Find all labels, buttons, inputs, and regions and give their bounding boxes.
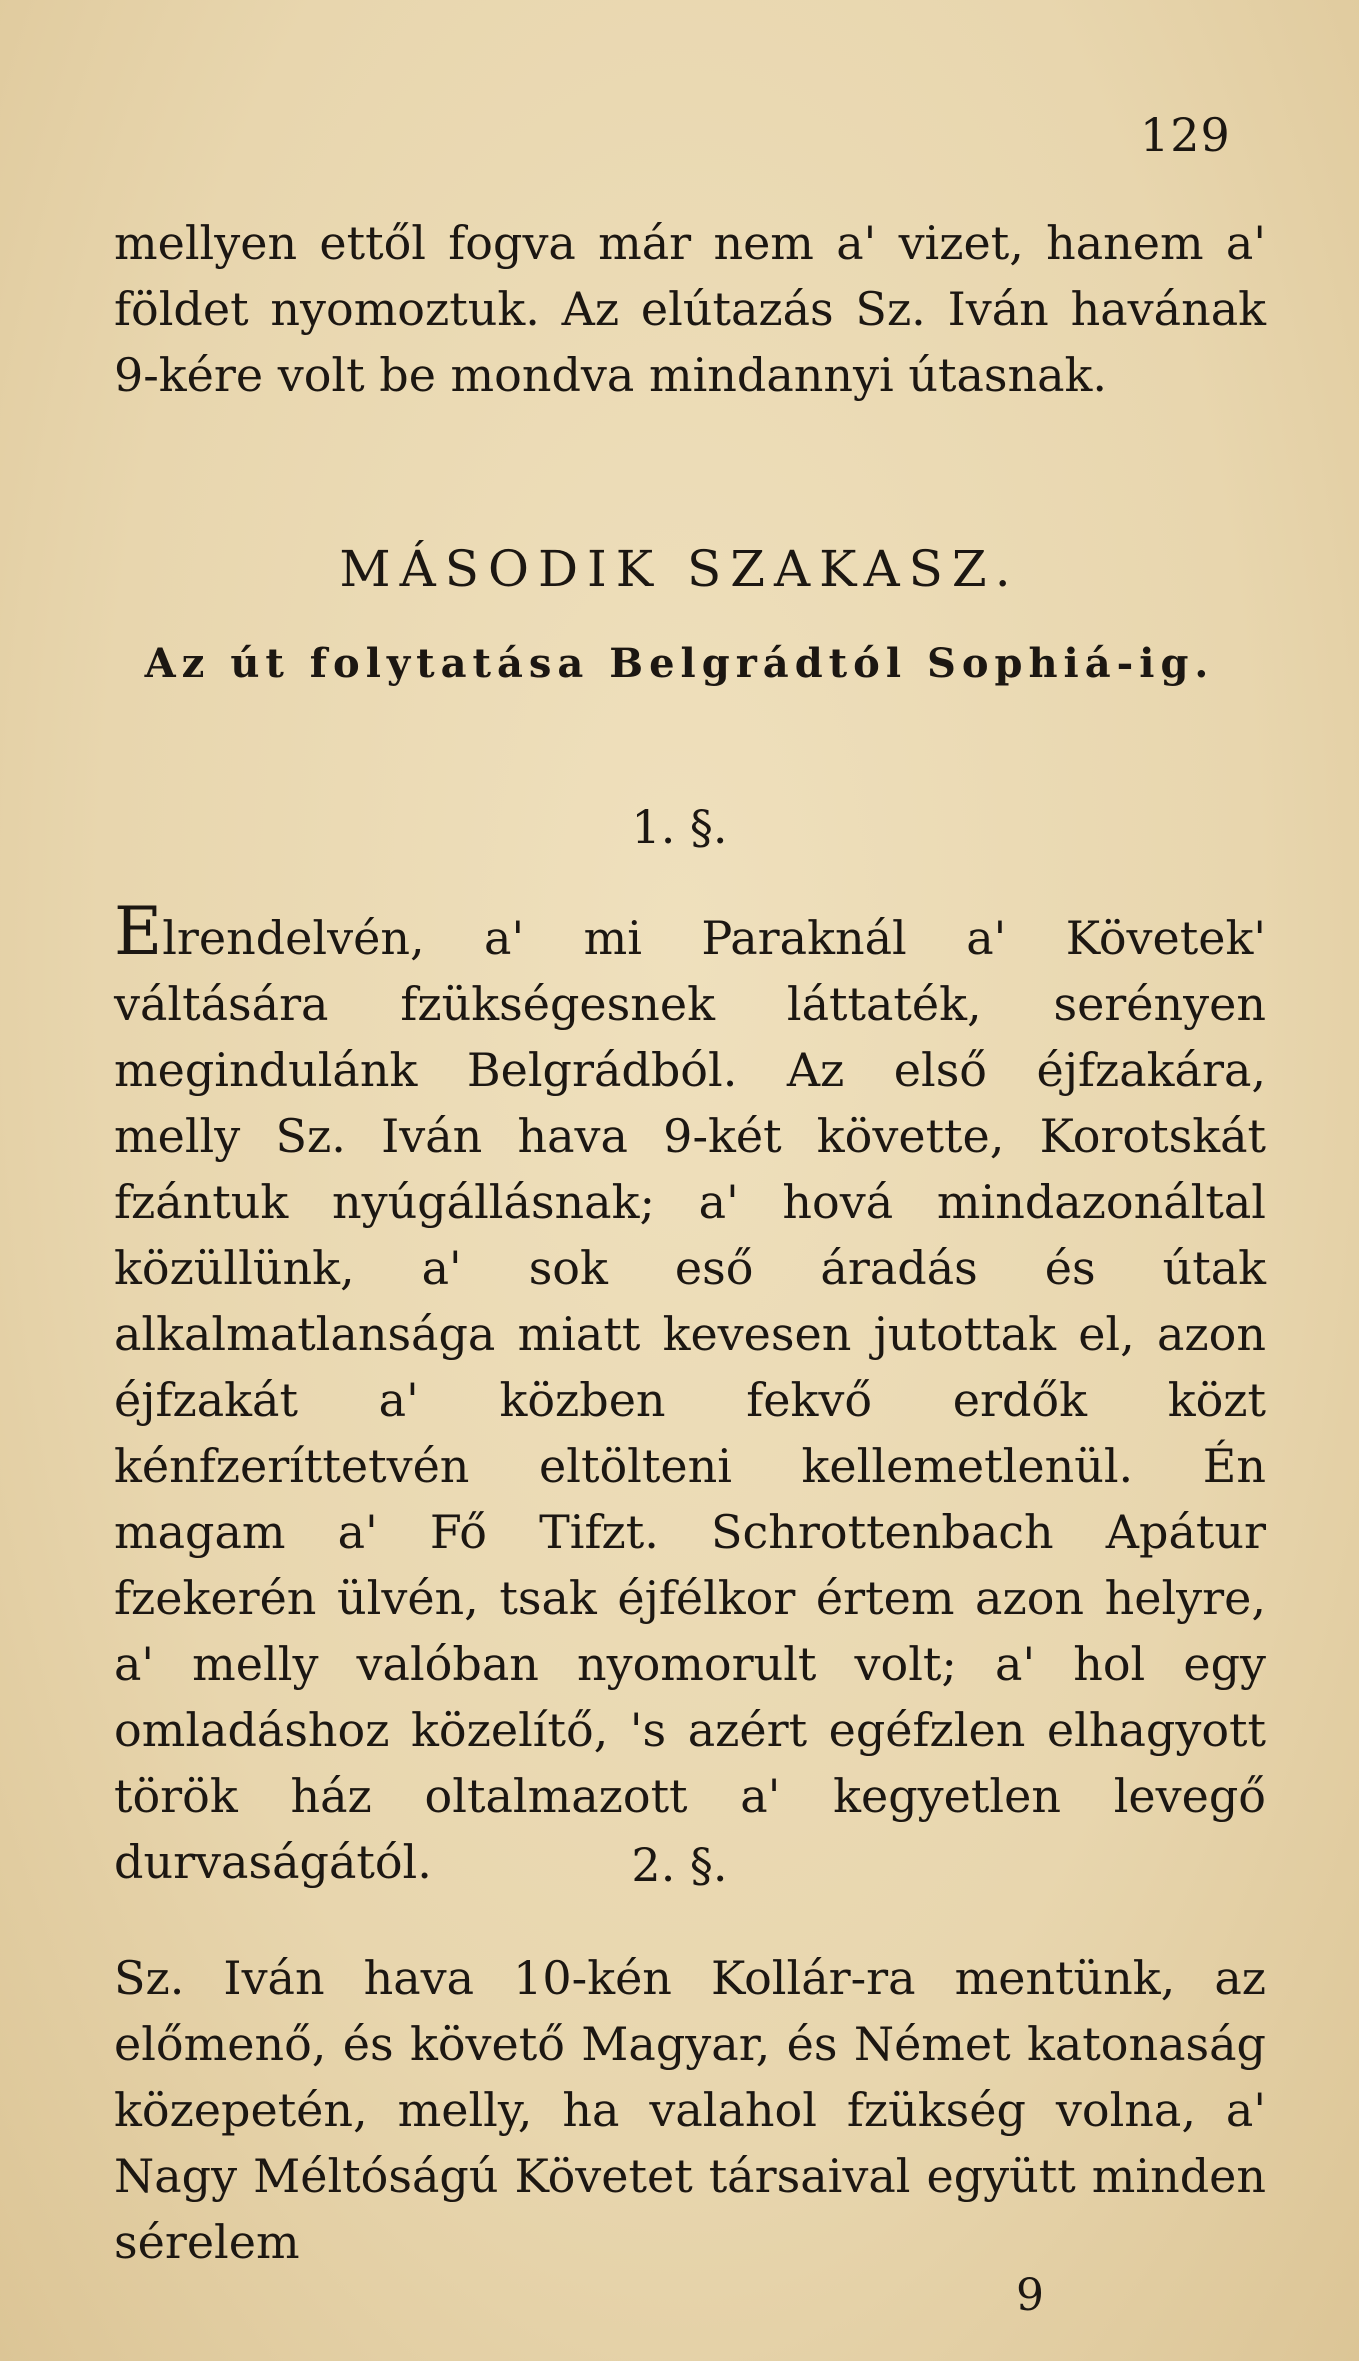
paragraph-2-text: Sz. Iván hava 10-kén Kollár-ra mentünk, az előmenő, és követő Magyar, és Német katonaság közepetén, melly, ha valahol fzükség volna, a' Nagy Méltóságú Követet társaival együtt minden sérelem bbox=[114, 1951, 1266, 2269]
paragraph-1-body bbox=[114, 893, 1266, 1895]
paragraph-1-text: lrendelvén, a' mi Paraknál a' Követek' váltására fzükségesnek láttaték, serényen megindulánk Belgrádból. Az első éjfzakára, melly Sz. Iván hava 9-két követte, Korotskát fzántuk nyúgállásnak; a' hová mindazonáltal közüllünk, a' sok eső áradás és útak alkalmatlansága miatt kevesen jutottak el, azon éjfzakát a' közben fekvő erdők közt kénfzeríttetvén eltölteni kellemetlenül. Én magam a' Fő Tifzt. Schrottenbach Apátur fzekerén ülvén, tsak éjfélkor értem azon helyre, a' melly valóban nyomorult volt; a' hol egy omladáshoz közelítő, 's azért egéfzlen elhagyott török ház oltalmazott a' kegyetlen levegő durvaságától. bbox=[114, 911, 1266, 1889]
page-number: 129 bbox=[1140, 108, 1231, 162]
paragraph-1 bbox=[114, 893, 1266, 1895]
section-subtitle: Az út folytatása Belgrádtól Sophiá-ig. bbox=[144, 640, 1215, 687]
section-title: MÁSODIK SZAKASZ. bbox=[339, 540, 1020, 598]
drop-cap: E bbox=[114, 893, 163, 970]
intro-text: mellyen ettől fogva már nem a' vizet, hanem a' földet nyomoztuk. Az elútazás Sz. Iván havának 9-kére volt be mondva mindannyi útasnak. bbox=[114, 216, 1266, 402]
signature-mark: 9 bbox=[1016, 2270, 1044, 2321]
intro-paragraph bbox=[114, 210, 1266, 408]
paragraph-mark-2: 2. §. bbox=[631, 1838, 728, 1892]
paragraph-mark-1: 1. §. bbox=[631, 800, 728, 854]
paragraph-2 bbox=[114, 1945, 1266, 2275]
